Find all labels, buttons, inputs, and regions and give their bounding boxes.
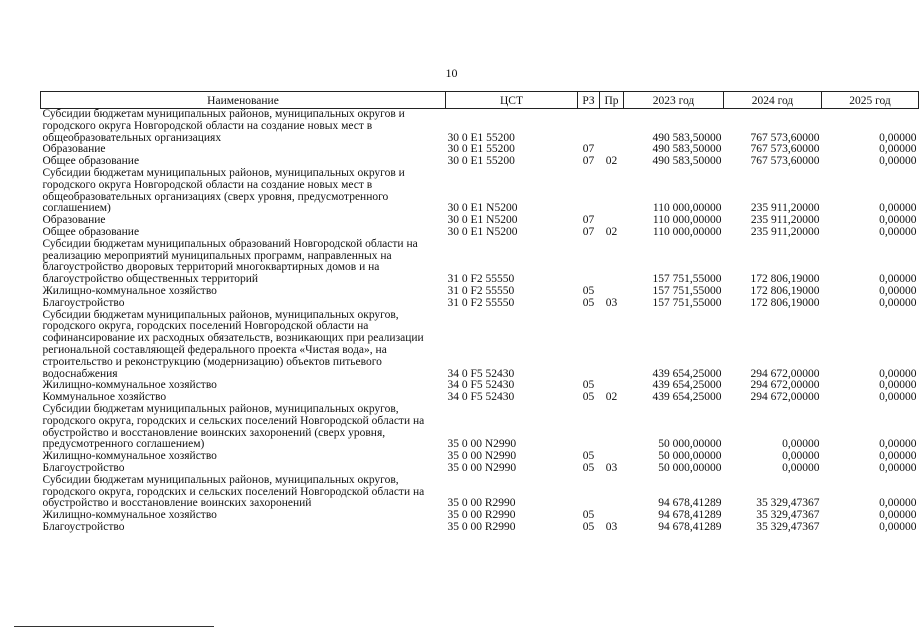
- row-cst: 35 0 00 N2990: [447, 461, 517, 474]
- table-row: [41, 109, 919, 145]
- row-name: Жилищно-коммунальное хозяйство: [42, 450, 217, 463]
- row-2024: 294 672,00000: [750, 367, 820, 380]
- table-row: [41, 239, 919, 286]
- row-cst: 35 0 00 N2990: [447, 438, 517, 451]
- row-2024: 767 573,60000: [750, 131, 820, 144]
- footer-rule: [14, 626, 214, 627]
- row-2025: 0,00000: [879, 509, 917, 522]
- row-2023: 439 654,25000: [652, 379, 722, 392]
- row-2025: 0,00000: [879, 131, 917, 144]
- row-pr: 02: [605, 155, 618, 168]
- row-name: Образование: [42, 143, 106, 156]
- row-pr: [600, 239, 624, 286]
- row-cst: 30 0 E1 N5200: [447, 214, 518, 227]
- row-name: Жилищно-коммунальное хозяйство: [42, 509, 217, 522]
- table-row: [41, 463, 919, 475]
- row-2025: 0,00000: [879, 202, 917, 215]
- row-2023: 110 000,00000: [652, 202, 722, 215]
- table-row: [41, 298, 919, 310]
- row-name: Жилищно-коммунальное хозяйство: [42, 379, 217, 392]
- row-rz: 05: [582, 520, 595, 533]
- row-rz: 07: [582, 225, 595, 238]
- row-2025: 0,00000: [879, 273, 917, 286]
- row-2025: 0,00000: [879, 143, 917, 156]
- row-name: Благоустройство: [42, 461, 125, 474]
- row-2025: 0,00000: [879, 367, 917, 380]
- row-pr: 02: [605, 225, 618, 238]
- row-cst: 35 0 00 R2990: [447, 497, 516, 510]
- row-pr: [600, 310, 624, 381]
- row-name: Субсидии бюджетам муниципальных районов, муниципальных округов, городского округа, городских поселений Новгородской области на софинансирование их расходных обязательств, возникающих при реализации региональной составляющей федерального проекта «Чистая вода», на строительство и реконструкцию (модернизацию) объектов питьевого водоснабжения: [42, 308, 424, 380]
- row-rz: 05: [582, 450, 595, 463]
- row-rz: 05: [582, 284, 595, 297]
- row-cst: 35 0 00 R2990: [447, 520, 516, 533]
- row-2025: 0,00000: [879, 284, 917, 297]
- row-2023: 157 751,55000: [652, 296, 722, 309]
- header-2025: 2025 год: [822, 92, 919, 109]
- table-row: [41, 475, 919, 510]
- row-name: Субсидии бюджетам муниципальных районов, муниципальных округов и городского округа Новгородской области на создание новых мест в общеобразовательных организациях: [42, 108, 405, 144]
- row-2024: 172 806,19000: [750, 296, 820, 309]
- row-rz: [578, 404, 600, 451]
- table-row: [41, 310, 919, 381]
- row-2025: 0,00000: [879, 438, 917, 451]
- row-2024: 0,00000: [782, 438, 820, 451]
- row-2024: 767 573,60000: [750, 155, 820, 168]
- row-pr: [600, 109, 624, 145]
- row-name: Благоустройство: [42, 520, 125, 533]
- row-cst: 31 0 F2 55550: [447, 284, 515, 297]
- row-2023: 490 583,50000: [652, 155, 722, 168]
- row-cst: 30 0 E1 55200: [447, 131, 515, 144]
- row-name: Жилищно-коммунальное хозяйство: [42, 284, 217, 297]
- row-2024: 172 806,19000: [750, 284, 820, 297]
- row-2023: 110 000,00000: [652, 214, 722, 227]
- row-cst: 35 0 00 R2990: [447, 509, 516, 522]
- row-rz: 05: [582, 461, 595, 474]
- row-rz: 05: [582, 379, 595, 392]
- row-2024: 172 806,19000: [750, 273, 820, 286]
- row-name: Общее образование: [42, 155, 140, 168]
- row-2023: 490 583,50000: [652, 143, 722, 156]
- row-2023: 94 678,41289: [658, 497, 722, 510]
- row-2023: 50 000,00000: [658, 438, 722, 451]
- row-2023: 439 654,25000: [652, 391, 722, 404]
- row-2023: 50 000,00000: [658, 450, 722, 463]
- header-2024: 2024 год: [724, 92, 822, 109]
- row-2023: 490 583,50000: [652, 131, 722, 144]
- row-2023: 157 751,55000: [652, 284, 722, 297]
- row-2025: 0,00000: [879, 155, 917, 168]
- row-2023: 110 000,00000: [652, 225, 722, 238]
- row-2025: 0,00000: [879, 225, 917, 238]
- row-2023: 94 678,41289: [658, 520, 722, 533]
- row-rz: [578, 239, 600, 286]
- header-pr: Пр: [600, 92, 624, 109]
- row-rz: [578, 310, 600, 381]
- row-rz: 07: [582, 143, 595, 156]
- row-cst: 34 0 F5 52430: [447, 367, 515, 380]
- row-2024: 294 672,00000: [750, 379, 820, 392]
- row-pr: [600, 404, 624, 451]
- row-cst: 30 0 E1 55200: [447, 155, 515, 168]
- row-name: Субсидии бюджетам муниципальных районов, муниципальных округов, городского округа, городских и сельских поселений Новгородской области на обустройство и восстановление воинских захоронений: [42, 473, 425, 510]
- row-cst: 34 0 F5 52430: [447, 391, 515, 404]
- table-row: [41, 522, 919, 534]
- row-cst: 31 0 F2 55550: [447, 273, 515, 286]
- row-rz: 05: [582, 509, 595, 522]
- header-2023: 2023 год: [624, 92, 724, 109]
- row-name: Общее образование: [42, 225, 140, 238]
- row-pr: 03: [605, 520, 618, 533]
- row-2023: 50 000,00000: [658, 461, 722, 474]
- table-row: [41, 168, 919, 215]
- row-rz: [578, 475, 600, 510]
- row-name: Образование: [42, 214, 106, 227]
- row-cst: 34 0 F5 52430: [447, 379, 515, 392]
- row-2025: 0,00000: [879, 497, 917, 510]
- row-2024: 0,00000: [782, 461, 820, 474]
- row-2024: 0,00000: [782, 450, 820, 463]
- row-2023: 439 654,25000: [652, 367, 722, 380]
- table-row: [41, 286, 919, 298]
- row-rz: [578, 109, 600, 145]
- header-name: Наименование: [41, 92, 446, 109]
- header-cst: ЦСТ: [446, 92, 578, 109]
- page-number: 10: [445, 66, 458, 80]
- row-2025: 0,00000: [879, 520, 917, 533]
- row-cst: 30 0 E1 55200: [447, 143, 515, 156]
- row-pr: 03: [605, 296, 618, 309]
- row-2023: 157 751,55000: [652, 273, 722, 286]
- row-name: Коммунальное хозяйство: [42, 391, 167, 404]
- row-2024: 35 329,47367: [756, 520, 820, 533]
- row-rz: 05: [582, 296, 595, 309]
- row-pr: [600, 475, 624, 510]
- table-header-row: [41, 92, 919, 109]
- row-2025: 0,00000: [879, 461, 917, 474]
- row-rz: 05: [582, 391, 595, 404]
- row-pr: [600, 168, 624, 215]
- row-pr: 03: [605, 461, 618, 474]
- row-2025: 0,00000: [879, 450, 917, 463]
- row-cst: 35 0 00 N2990: [447, 450, 517, 463]
- row-2025: 0,00000: [879, 296, 917, 309]
- table-row: [41, 227, 919, 239]
- row-2023: 94 678,41289: [658, 509, 722, 522]
- row-name: Субсидии бюджетам муниципальных районов, муниципальных округов и городского округа Новгородской области на создание новых мест в общеобразовательных организациях (сверх уровня, предусмотренного соглашением): [42, 166, 405, 215]
- row-2024: 35 329,47367: [756, 497, 820, 510]
- row-name: Субсидии бюджетам муниципальных образований Новгородской области на реализацию мероприятий муниципальных программ, направленных на благоустройство дворовых территорий многоквартирных домов и на благоустройство общественных территорий: [42, 237, 418, 286]
- row-2025: 0,00000: [879, 391, 917, 404]
- row-cst: 30 0 E1 N5200: [447, 225, 518, 238]
- row-2025: 0,00000: [879, 214, 917, 227]
- row-2025: 0,00000: [879, 379, 917, 392]
- row-rz: 07: [582, 214, 595, 227]
- row-rz: [578, 168, 600, 215]
- row-2024: 767 573,60000: [750, 143, 820, 156]
- row-pr: [600, 286, 624, 298]
- row-2024: 294 672,00000: [750, 391, 820, 404]
- row-2024: 235 911,20000: [750, 214, 820, 227]
- row-cst: 31 0 F2 55550: [447, 296, 515, 309]
- row-name: Благоустройство: [42, 296, 125, 309]
- header-rz: РЗ: [578, 92, 600, 109]
- row-rz: 07: [582, 155, 595, 168]
- row-cst: 30 0 E1 N5200: [447, 202, 518, 215]
- budget-table: [40, 91, 919, 534]
- row-2024: 235 911,20000: [750, 225, 820, 238]
- table-row: [41, 404, 919, 451]
- row-2024: 35 329,47367: [756, 509, 820, 522]
- row-2024: 235 911,20000: [750, 202, 820, 215]
- row-name: Субсидии бюджетам муниципальных районов, муниципальных округов, городского округа, городских и сельских поселений Новгородской области на обустройство и восстановление воинских захоронений (сверх уровня, предусмотренного соглашением): [42, 402, 425, 451]
- row-pr: 02: [605, 391, 618, 404]
